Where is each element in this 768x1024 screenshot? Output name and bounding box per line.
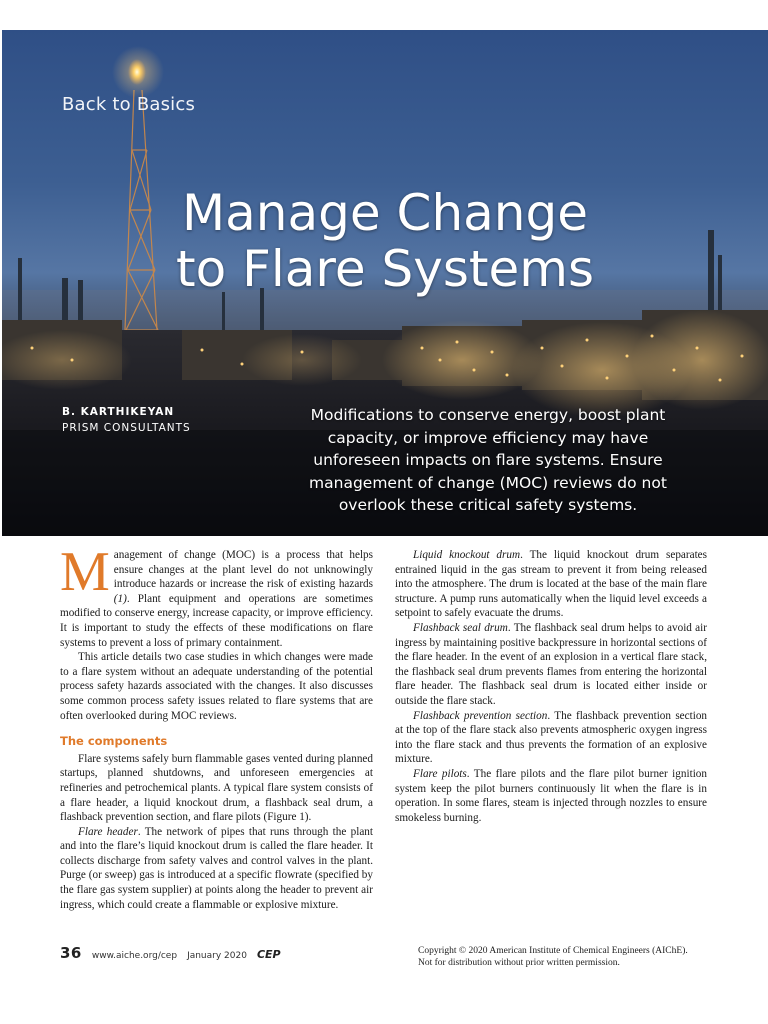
section-heading: The components: [60, 734, 168, 749]
paragraph-text: . The flashback prevention section at the top of the flare stack also prevents atmospheric oxygen ingress into the flare stack and thus prevents the formation of an explosive mixture.: [395, 709, 708, 766]
copyright-line: Not for distribution without prior written permission.: [418, 958, 620, 968]
body-paragraph: [60, 541, 373, 650]
series-label: Back to Basics: [62, 94, 196, 115]
body-column-right: [395, 548, 707, 825]
hero-photo-banner: [2, 30, 768, 536]
drop-cap: M: [60, 541, 110, 603]
reference-marker: (1): [113, 592, 127, 605]
body-paragraph: [395, 767, 707, 825]
footer-url[interactable]: www.aiche.org/cep: [91, 951, 178, 961]
paragraph-text: . The network of pipes that runs through the plant and into the flare’s liquid knockout drum is called the flare header. It collects discharge from safety valves and control valves in the plant. Purge (or sweep) gas is introduced at a specific flowrate (specified by the flare gas system supplier) at points along the header to prevent air ingress, which could create a flammable or explosive mixture.: [60, 825, 373, 911]
author-name: B. KARTHIKEYAN: [62, 406, 175, 418]
body-paragraph: This article details two case studies in which changes were made to a flare system without an adequate understanding of the potential process safety hazards associated with the changes. It also discusses some common process safety issues related to flare systems that are often overlooked during MOC reviews.: [60, 651, 373, 722]
body-paragraph: [395, 709, 707, 767]
page-footer: [60, 944, 281, 962]
page-number: 36: [60, 944, 82, 962]
copyright-line: Copyright © 2020 American Institute of Chemical Engineers (AIChE).: [418, 946, 688, 956]
article-deck: Modifications to conserve energy, boost plant capacity, or improve efficiency may have unforeseen impacts on flare systems. Ensure management of change (MOC) reviews do not overlook these critical safety systems.: [309, 406, 667, 514]
paragraph-text: . The liquid knockout drum separates entrained liquid in the gas stream to prevent it from being released into the atmosphere. The drum is located at the base of the main flare structure. A pump runs automatically when the liquid level exceeds a setpoint to safely evacuate the drums.: [395, 549, 707, 620]
run-in-heading: Flare header: [78, 825, 138, 838]
body-paragraph: [395, 621, 707, 709]
paragraph-text: . The flare pilots and the flare pilot burner ignition system keep the pilot burners continuously lit when the flare is in operation. In some flares, steam is injected through nozzles to ensure smokeless burning.: [395, 767, 707, 824]
paragraph-text: . The flashback seal drum helps to avoid air ingress by maintaining positive backpressure in horizontal sections of the flare header. In the event of an explosion in a vertical flare stack, the flashback seal drum prevents flames from entering the horizontal flare header. The flashback seal drum is located either inside or outside the flare stack.: [395, 621, 707, 707]
body-column-left: [60, 541, 373, 912]
footer-issue-date: January 2020: [187, 951, 247, 961]
run-in-heading: Flashback prevention section: [413, 709, 548, 722]
author-affiliation: PRISM CONSULTANTS: [62, 422, 191, 434]
article-title-line-2: to Flare Systems: [176, 240, 594, 298]
body-paragraph: [60, 825, 373, 913]
copyright-notice: [418, 945, 688, 969]
body-paragraph: [395, 548, 707, 621]
paragraph-text: . Plant equipment and operations are sometimes modified to conserve energy, increase capacity, or improve efficiency. It is important to study the effects of these modifications on flare systems to prevent a loss of primary containment.: [60, 592, 373, 649]
body-paragraph: Flare systems safely burn flammable gases vented during planned startups, planned shutdowns, and unforeseen emergencies at refineries and petrochemical plants. A typical flare system consists of a flare header, a liquid knockout drum, a flashback seal drum, a flashback prevention section, and flare pilots (Figure 1).: [60, 752, 373, 824]
run-in-heading: Flashback seal drum: [413, 621, 508, 634]
article-title-line-1: Manage Change: [182, 184, 588, 242]
paragraph-text: anagement of change (MOC) is a process that helps ensure changes at the plant level do not unknowingly introduce hazards or increase the risk of existing hazards: [113, 549, 373, 591]
run-in-heading: Flare pilots: [413, 767, 467, 780]
magazine-logo: CEP: [256, 948, 281, 961]
run-in-heading: Liquid knockout drum: [413, 549, 521, 561]
